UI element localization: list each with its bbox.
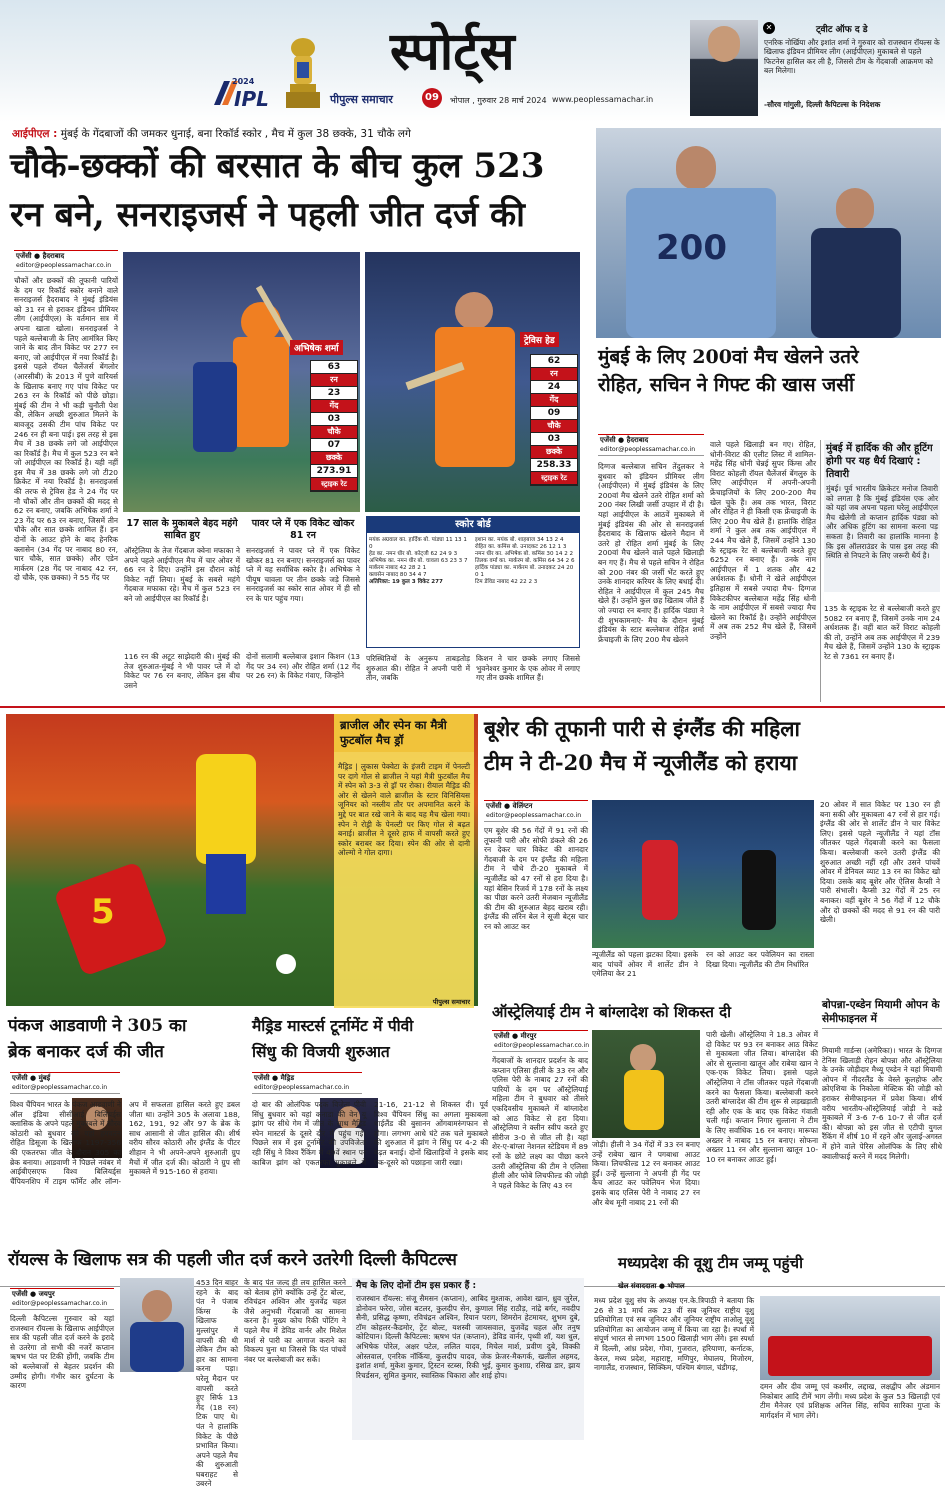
section-title: स्पोर्ट्स [390,21,515,82]
rohit-col-2: वाले पहले खिलाड़ी बन गए। रोहित, धोनी-विराट की एलीट लिस्ट में शामिल-महेंद्र सिंह धोनी चेन्नई सुपर किंग्स और विराट कोहली रॉयल चैलेंजर्स बेंगलुरु के लिए आईपीएल में अपनी-अपनी फ्रेंचाइजियों के लिए 200-200 मैच खेल चुके हैं। अब तक भारत, विराट और रोहित ने ही किसी एक फ्रेंचाइजी के लिए 200 मैच खेले हैं। हालांकि रोहित शर्मा ने कुल अब तक आईपीएल में 244 मैच खेले हैं, जिसमें उन्होंने 130 के स्ट्राइक रेट से बल्लेबाजी करते हुए 6252 रन बनाए हैं। उनके नाम आईपीएल में 1 शतक और 42 अर्धशतक हैं। धोनी ने खेले आईपीएल इतिहास में सबसे ज्यादा मैच- दिग्गज विकेटकीपर बल्लेबाज महेंद्र सिंह धोनी के नाम आईपीएल में सबसे ज्यादा मैच खेलने का रिकॉर्ड है। उन्होंने आईपीएल में अब तक 252 मैच खेले हैं, जिसमें उन्होंने [710,440,816,641]
stat-fours: 09 [531,407,577,420]
teams-text: राजस्थान रॉयल्स: संजू सैमसन (कप्तान), आबिद मुश्ताक, आवेश खान, ध्रुव जुरेल, डोनोवन फरेरा, जोस बटलर, कुलदीप सेन, कुणाल सिंह राठौड़, नांद्रे बर्गर, नवदीप सैनी, प्रसिद्ध कृष्णा, रविचंद्रन अश्विन, रियान पराग, शिमरोन हेटमायर, शुभम दुबे, टॉम कोहलर-कैडमोर, ट्रेंट बोल्ट, यशस्वी जायसवाल, युजवेंद्र चहल और तनुष कोटियान। दिल्ली कैपिटल्स: ऋषभ पंत (कप्तान), डेविड वार्नर, पृथ्वी शॉ, यश धुल, अभिषेक पोरेल, अक्षर पटेल, ललित यादव, मिचेल मार्श, प्रवीण दुबे, विक्की ओस्तवाल, एनरिक नॉर्किया, कुलदीप यादव, जेक फ्रेजर-मैकगर्क, खलील अहमद, इशांत शर्मा, मुकेश कुमार, ट्रिस्टन स्टब्स, रिकी भुई, कुमार कुशाग्र, रसिख डार, झाय रिचर्डसन, सुमित कुमार, स्वास्तिक चिकारा और शाई होप। [356,1294,580,1380]
aus-caption: जोड़ी। हीली ने 34 गेंदों में 33 रन बनाए उन्हें राबेया खान ने पगबाधा आउट किया। लिचफील्ड 12 रन बनाकर आउट हुईं। उन्हें सुल्ताना ने अपनी ही गेंद पर कैच आउट कर पवेलियन भेज दिया। इसके बाद एलिस पेरी ने नाबाद 27 रन और बेथ मूनी नाबाद 21 रनों की [592,1140,700,1207]
delhi-col-2b [120,1374,194,1440]
head-name-tag: ट्रेविस हेड [520,332,559,347]
lead-col-1: चौकों और छक्कों की तूफानी पारियों के दम पर रिकॉर्ड स्कोर बनाने वाले सनराइजर्स हैदराबाद ने मुंबई इंडियंस को 31 रन से हराकर इंडियन प्रीमियर लीग (आईपीएल) के वर्तमान सत्र में अपना खाता खोला। सनराइजर्स ने पहले बल्लेबाजी के लिए आमंत्रित किए जाने के बाद तीन विकेट पर 277 रन बनाए, जो आईपीएल में नया रिकॉर्ड है। इससे पहले रॉयल चैलेंजर्स बेंगलोर (आरसीबी) के 2013 में पुणे वारियर्स के खिलाफ बनाए गए पांच विकेट पर 263 रन के रिकॉर्ड को पीछे छोड़ा। मुंबई की टीम ने भी कड़ी चुनौती पेश की, लेकिन अच्छी शुरुआत मिलने के बावजूद उसकी टीम पांच विकेट पर 246 रन ही बना पाई। इस तरह से इस मैच में 38 छक्के लगे जो आईपीएल का रिकॉर्ड है। मैच में कुल 523 रन बने जो आईपीएल का रिकॉर्ड है। यही नहीं इस मैच में 38 छक्के लगे जो टी20 क्रिकेट में नया रिकॉर्ड है। सनराइजर्स की तरफ से ट्रेविस हेड ने 24 गेंद पर नौ चौकों और तीन छक्कों की मदद से 62 रन बनाए, जबकि अभिषेक शर्मा ने 23 गेंद पर 63 रन बनाए, जिसमें तीन चौके और सात छक्के शामिल हैं। इन दोनों के आउट होने के बाद हेनरिक क्लासेन (34 गेंद पर नाबाद 80 रन, चार चौके, सात छक्के) और एडेन मार्करम (28 गेंद पर नाबाद 42 रन, दो चौके, एक छक्का) ने 55 गेंद पर [14,276,118,583]
abhishek-name-tag: अभिषेक शर्मा [290,340,343,355]
lead-tail-1: 116 रन की अटूट साझेदारी की। मुंबई की तेज शुरुआत-मुंबई ने भी पावर प्ले में दो विकेट पर 76 रन बनाए, लेकिन इस बीच उसने [124,652,240,690]
sub2-title: पावर प्ले में एक विकेट खोकर 81 रन [251,518,355,541]
wushu-caption: दमन और दीव जम्मू एवं कश्मीर, लद्दाख, लक्षद्वीप और अंडमान निकोबार आदि टीमें भाग लेंगी। मध्य प्रदेश के कुल 53 खिलाड़ी एवं टीम मैनेजर एवं प्रशिक्षक अनिल सिंह, सचिव सारिका गुप्ता के मार्गदर्शन में भाग लेंगे। [760,1382,940,1420]
rohit-headline-2: रोहित, सचिन ने गिफ्ट की खास जर्सी [598,374,855,396]
sub1-text: ऑस्ट्रेलिया के तेज गेंदबाज क्वेना मफाका ने अपने पहले आईपीएल मैच में चार ओवर में 66 रन दे दिए। उन्होंने इस दौरान कोई विकेट नहीं लिया। मुंबई के सबसे महंगे गेंदबाज मफाका रहे। मैच में कुल 523 रन बने जो आईपीएल का रिकॉर्ड है। [124,546,240,603]
sindhu-headline-1: मैड्रिड मास्टर्स टूर्नामेंट में पीवी [252,1016,414,1035]
sindhu-byline: एजेंसी ● मैड्रिड editor@peoplessamachar.co.in [252,1072,362,1094]
stat-sixes: 07 [311,439,357,452]
football-text: मैड्रिड | लुकास पेक्वेटा के इंजरी टाइम में पेनल्टी पर दागे गोल से ब्राजील ने यहां मैत्री फुटबॉल मैच में स्पेन को 3-3 से ड्रॉ पर रोका। रीयाल मैड्रिड की ओर से खेलने वाले ब्राजील के स्टार विनिसियस जूनियर को नस्लीय तौर पर अपमानित करने के मुद्दे पर बात रखे जाने के बाद यह मैच खेला गया। स्पेन ने रोड्री के पेनल्टी पर किए गोल से बढ़त बनाई। ब्राजील ने दूसरे हाफ में वापसी करते हुए स्कोर बराबर कर दिया। स्पेन की ओर से दानी ओल्मो ने गोल दागा। [338,762,470,858]
kicker-text: मुंबई के गेंदबाजों की जमकर धुनाई, बना रिकॉर्ड स्कोर , मैच में कुल 38 छक्के, 31 चौके लगे [60,128,411,140]
lead-tail-2: दोनों सलामी बल्लेबाज इशान किशन (13 गेंद पर 34 रन) और रोहित शर्मा (12 गेंद पर 26 रन) के विकेट गंवाए, जिन्होंने [246,652,360,681]
aus-headline: ऑस्ट्रेलियाई टीम ने बांग्लादेश को शिकस्त दी [492,1003,731,1021]
hardik-tail: 135 के स्ट्राइक रेट से बल्लेबाजी करते हुए 5082 रन बनाए हैं, जिसमें उनके नाम 24 अर्धशतक हैं। वहीं बात करें विराट कोहली की तो, उन्होंने अब तक आईपीएल में 239 मैच खेले हैं, जिसमें उन्होंने 130 के स्ट्राइक रेट से 7361 रन बनाए हैं। [824,604,940,661]
website: www.peoplessamachar.in [552,95,654,104]
ipl-year: 2024 [232,77,255,86]
england-byline: एजेंसी ● वेलिंग्टन editor@peoplessamachar.co.in [484,800,588,822]
bopanna-box [822,998,942,1282]
stat-sixes: 03 [531,433,577,446]
lead-kicker [12,128,592,141]
score-row: अभिषेक का. नमन धीर बो. चावला 63 23 3 7 [369,558,468,564]
delhi-headline: रॉयल्स के खिलाफ सत्र की पहली जीत दर्ज करने उतरेगी दिल्ली कैपिटल्स [8,1250,457,1270]
score-row: मार्करम नाबाद 42 28 2 1 [369,565,427,571]
page-number: 09 [422,88,442,108]
sindhu-headline-2: सिंधु की विजयी शुरुआत [252,1042,390,1061]
rohit-col-1: दिग्गज बल्लेबाज सचिन तेंदुलकर ने बुधवार को इंडियन प्रीमियर लीग (आईपीएल) में मुंबई इंडियंस के लिए 200वां मैच खेलने उतरे रोहित शर्मा को 200 नंबर लिखी जर्सी उपहार में दी है। यहां आईपीएल के आठवें मुकाबले में मुंबई इंडियंस की ओर से सनराइजर्स हैदराबाद के खिलाफ खेलने मैदान में उतरे हो रोहित शर्मा मुंबई के लिए 200वां मैच खेलने वाले पहले खिलाड़ी बन गए हैं। मैच से पहले सचिन ने रोहित को 200 नंबर की जर्सी भेंट करते हुए उनके शानदार करियर के लिए बधाई दी। रोहित ने आईपीएल में कुल 245 मैच खेले हैं। उन्होंने कुल छह खिताब जीते हैं जो ज्यादा रन बनाए हैं। हार्दिक पंड्या ने दी शुभकामनाएं- मैच के दौरान मुंबई इंडियंस के स्टार बल्लेबाज रोहित शर्मा फ्रेंचाइजी के लिए 200 मैच खेलने [598,462,704,644]
sindhu-text: दो बार की ओलंपिक पदक विजेता पीवी सिंधु बुधवार को यहां कनाडा की वेन यू झांग पर सीधे गेम में जीत के साथ मैड्रिड स्पेन मास्टर्स के दूसरे दौर में पहुंच गईं। पिछले सत्र में इस टूर्नामेंट की उपविजेता रही सिंधु ने विश्व रैंकिंग में 49वें स्थान पर काबिज झांग को एकतरफा मुकाबले में 21-16, 21-12 से शिकस्त दी। पूर्व विश्व चैंपियन सिंधु का अगला मुकाबला थाईलैंड की बुसानन ओंगबामरुंगफान से होगा। लगभग आधे घंटे तक चले मुकाबले की शुरुआत में झांग ने सिंधु पर 4-2 की बढ़त बनाई। दोनों खिलाड़ियों ने इसके बाद एक-दूसरे को पछाड़ना जारी रखा। [252,1100,488,1167]
hardik-box [824,440,940,592]
wushu-photo [760,1296,940,1380]
tweet-label: ट्वीट ऑफ द डे [816,25,868,35]
pankaj-headline-2: ब्रेक बनाकर दर्ज की जीत [8,1042,164,1062]
kicker-tag: आईपीएल : [12,128,58,140]
score-row: रोहित का. कमिंस बो. उनादकट 26 12 1 3 [475,544,567,550]
england-photo [592,800,814,948]
pankaj-byline: एजेंसी ● मुंबई editor@peoplessamachar.co.in [10,1072,120,1094]
ganguly-photo [690,20,758,116]
england-col-1: एम बूशेर की 56 गेंदों में 91 रनों की तूफानी पारी और सोफी डंकले की 26 रन देकर चार विकेट की शानदार गेंदबाजी के दम पर इंग्लैंड की महिला टीम ने चौथे टी-20 मुकाबले में न्यूजीलैंड को 47 रनों से हरा दिया है। यहां बेसिन रिजर्व में 178 रनों के लक्ष्य का पीछा करने उतरी मेजबान न्यूजीलैंड की टीम की शुरुआत बेहद खराब रही। इंग्लैंड की लॉरेन बेल ने सूजी बेट्स चार रन को आउट कर [484,826,588,931]
england-caption-2: रन को आउट कर पवेलियन का रास्ता दिखा दिया। न्यूजीलैंड की टीम निर्धारित [706,950,814,969]
score-row: मयंक अग्रवाल का. हार्दिक बो. पांड्या 11 13 1 0 [369,537,467,550]
bopanna-headline: बोपन्ना-एब्डेन मियामी ओपन के सेमीफाइनल में [822,998,942,1029]
teams-box [352,1278,584,1440]
rohit-headline-1: मुंबई के लिए 200वां मैच खेलने उतरे [598,346,859,368]
scoreboard-title: स्कोर बोर्ड [367,517,579,533]
ipl-logo [210,75,280,111]
hardik-headline: मुंबई में हार्दिक की और हूटिंग होगी पर यह धैर्य दिखाएं : तिवारी [826,443,933,480]
football-photo: 5 [6,714,478,1006]
stat-sr: 258.33 [531,459,577,472]
aus-text: गेंदबाजों के शानदार प्रदर्शन के बाद कप्तान एलिसा हीली के 33 रन और एलिस पेरी के नाबाद 27 रनों की पारियों के दम पर ऑस्ट्रेलियाई महिला टीम ने बुधवार को तीसरे एकदिवसीय मुकाबले में बांग्लादेश को आठ विकेट से हरा दिया। ऑस्ट्रेलिया ने क्लीन स्वीप करते हुए सीरीज 3-0 से जीत ली है। यहां शेर-ए-बांग्ला नेशनल स्टेडियम में 89 रनों के छोटे लक्ष्य का पीछा करने उतरी ऑस्ट्रेलिया की टीम ने एलिसा हीली और फोबे लिचफील्ड की जोड़ी ने पहले विकेट के लिए 43 रन [492,1056,588,1190]
aus-photo [592,1030,700,1138]
rohit-byline: एजेंसी ● हैदराबाद editor@peoplessamachar.co.in [598,434,704,456]
pankaj-text: विश्व चैंपियन भारत के पंकज आडवाणी ने ऑल इंडिया सीसीआई बिलियर्ड्स क्लासिक के अपने पहले मुकाबले में सौरव कोठारी को बुधवार को यहां हमवतन रोहित डिसूजा के खिलाफ 1197-356 की एकतरफा जीत के दौरान 305 का ब्रेक बनाया। आडवाणी ने पिछले नवंबर में आईबीएसएफ विश्व बिलियर्ड्स चैंपियनशिप में टाइम फॉर्मेट और लॉन्ग-अप में सफलता हासिल करते हुए डबल जीता था। उन्होंने 305 के अलावा 188, 162, 191, 92 और 97 के ब्रेक के साथ आसानी से जीत हासिल की। शीर्ष वरीय सौरव कोठारी और इंग्लैंड के पीटर शीहान ने भी अपने-अपने शुरुआती ग्रुप मैचों में जीत दर्ज की। कोठारी ने ग्रुप सी मुकाबले में 915-160 से हराया। [10,1100,240,1186]
football-credit: पीपुल्स समाचार [432,998,470,1006]
bopanna-text: मियामी गार्डन्स (अमेरिका)। भारत के दिग्गज टेनिस खिलाड़ी रोहन बोपन्ना और ऑस्ट्रेलिया के उनके जोड़ीदार मैथ्यू एब्डेन ने यहां मियामी ओपन में नीदरलैंड के वेस्ले कूलहोफ और क्रोएशिया के निकोला मेक्टिक की जोड़ी को हराकर सेमीफाइनल में प्रवेश किया। शीर्ष वरीय भारतीय-ऑस्ट्रेलियाई जोड़ी ने कड़े मुकाबले में 3-6 7-6 10-7 से जीत दर्ज की। बोपन्ना को इस जीत से एटीपी युगल रैंकिंग में शीर्ष 10 में रहने और जुलाई-अगस्त में होने वाले पेरिस ओलंपिक के लिए सीधे क्वालीफाई करने में मदद मिलेगी। [822,1046,942,1161]
england-col-3: 20 ओवर में सात विकेट पर 130 रन ही बना सकी और मुकाबला 47 रनों से हार गई। इंग्लैंड की ओर से शार्लेट डीन ने चार विकेट लिए। इससे पहले न्यूजीलैंड ने यहां टॉस जीतकर पहले गेंदबाजी करने का फैसला किया। बल्लेबाजी करने उतरी इंग्लैंड की शुरुआत अच्छी नहीं रही और उसने पांचवें ओवर में डेनियल व्याट 13 रन का विकेट खो दिया। उसके बाद बूशेर और ऐलिस कैप्सी ने पारी संभाली। कैप्सी 32 गेंदों में 25 रन बनाकर। वहीं बूशेर ने 56 गेंदों में 12 चौके और दो छक्कों की मदद से 91 रन की पारी खेली। [820,800,940,925]
stat-runs: 62 [531,355,577,368]
score-row: तिलक वर्मा का. मार्करम बो. कमिंस 64 34 2 6 [475,558,575,564]
place: हैदराबाद [42,252,65,260]
hardik-text: मुंबई। पूर्व भारतीय क्रिकेटर मनोज तिवारी को लगता है कि मुंबई इंडियंस एक ओर को यहां जब अपना पहला घरेलू आईपीएल मैच खेलेगी तो कप्तान हार्दिक पंड्या को और अधिक हूटिंग का सामना करना पड़ सकता है। तिवारी का हालांकि मानना है कि इस ऑलराउंडर के पास इस तरह की स्थिति से निपटने के लिए जरूरी धैर्य है। [826,484,938,561]
score-row: अतिरिक्त: 19 कुल 3 विकेट 277 [369,579,443,585]
aus-byline: एजेंसी ● मीरपुर editor@peoplessamachar.co.in [492,1030,588,1052]
lead-headline-1: चौके-छक्कों की बरसात के बीच कुल 523 [10,146,545,186]
football-headline: ब्राजील और स्पेन का मैत्री फुटबॉल मैच ड्रॉ [334,714,474,752]
lead-tail-3: परिस्थितियों के अनुरूप ताबड़तोड़ शुरुआत की। रोहित ने अपनी पारी में तीन, जबकि [366,654,470,683]
england-headline-1: बूशेर की तूफानी पारी से इंग्लैंड की महिला [484,716,800,741]
pant-photo [120,1278,194,1372]
trophy-icon [282,34,324,112]
wushu-headline: मध्यप्रदेश की वूशु टीम जम्मू पहुंची [618,1254,803,1272]
ipl-text: IPL [234,87,269,111]
score-row: हार्दिक पांड्या का. मार्करम बो. उनादकट 24 20 0 1 [475,565,574,578]
rohit-sachin-photo: 200 [596,128,941,338]
email: editor@peoplessamachar.co.in [16,262,112,269]
delhi-col-1: दिल्ली कैपिटल्स गुरुवार को यहां राजस्थान रॉयल्स के खिलाफ आईपीएल सत्र की पहली जीत दर्ज करने के इरादे से उतरेगा तो सभी की नजरें कप्तान ऋषभ पंत पर टिकी होंगी, जबकि टीम को बल्लेबाजों से बेहतर प्रदर्शन की उम्मीद होगी। गंभीर कार दुर्घटना के कारण [10,1314,114,1391]
lead-tail-4: किशन ने चार छक्के लगाए जिससे भुवनेश्वर कुमार के एक ओवर में लगाए गए तीन छक्के शामिल हैं। [476,654,580,683]
head-stats: 62 रन 24 गेंद 09 चौके 03 छक्के 258.33 स्ट्राइक रेट [530,354,578,486]
dateline: भोपाल , गुरुवार 28 मार्च 2024 [450,96,547,105]
lead-headline-2: रन बने, सनराइजर्स ने पहली जीत दर्ज की [10,195,525,235]
stat-runs: 63 [311,361,357,374]
sub1-title: 17 साल के मुकाबले बेहद महंगे साबित हुए [126,518,238,541]
stat-balls: 24 [531,381,577,394]
pankaj-headline-1: पंकज आडवाणी ने 305 का [8,1016,187,1036]
stat-balls: 23 [311,387,357,400]
football-box [334,714,474,1008]
england-headline-2: टीम ने टी-20 मैच में न्यूजीलैंड को हराया [484,750,798,775]
stat-sr: 273.91 [311,465,357,478]
stat-fours: 03 [311,413,357,426]
delhi-col-3: के बाद पंत जल्द ही लय हासिल करने को बेताब होंगे क्योंकि उन्हें ट्रेंट बोल्ट, रविचंद्रन अश्विन और युजवेंद्र चहल जैसे अनुभवी गेंदबाजों का सामना करना है। मुख्य कोच रिकी पोंटिंग ने पहले मैच में डेविड वार्नर और मिशेल मार्श से पारी का आगाज कराने का विकल्प चुना था जिससे कि पंत पांचवें नंबर पर बल्लेबाजी कर सकें। [244,1278,346,1364]
tweet-text: एनरिक नोर्खिया और इशांत शर्मा ने गुरुवार को राजस्थान रॉयल्स के खिलाफ इंडियन प्रीमियर लीग (आईपीएल) मुकाबले से पहले फिटनेस हासिल कर ली है, जिससे टीम के गेंदबाजी आक्रमण को बल मिलेगा। [764,38,940,76]
aus-col-2: पारी खेली। ऑस्ट्रेलिया ने 18.3 ओवर में दो विकेट पर 93 रन बनाकर आठ विकेट से मुकाबला जीत लिया। बांग्लादेश की ओर से सुल्ताना खातून और राबेया खान ने एक-एक विकेट लिया। इससे पहले ऑस्ट्रेलिया ने टॉस जीतकर पहले गेंदबाजी करने का फैसला किया। बल्लेबाजी करने उतरी बांग्लादेश की टीम शुरू से लड़खड़ाती रही और एक के बाद एक विकेट गंवाती चली गई। कप्तान निगार सुल्ताना ने टीम के लिए सर्वाधिक 16 रन बनाए। मारूफा अख्तर ने नाबाद 15 रन बनाए। सोफना अख्तर 11 रन और सुल्ताना खातून 10-10 रन बनाकर आउट हुईं। [706,1030,818,1164]
lead-byline: एजेंसी ● हैदराबाद editor@peoplessamachar.co.in [14,250,118,272]
tweet-author: -सौरव गांगुली, दिल्ली कैपिटल्स के निदेशक [764,100,881,109]
masthead [0,0,945,122]
agency: एजेंसी [16,252,32,260]
score-row: टिम डेविड नाबाद 42 22 2 3 [475,579,538,585]
scoreboard [366,516,580,648]
sub2-text: सनराइजर्स ने पावर प्ले में एक विकेट खोकर 81 रन बनाए। सनराइजर्स का पावर प्ले में यह सर्वाधिक स्कोर है। अभिषेक ने पीयूष चावला पर तीन छक्के जड़े जिससे सनराइजर्स का स्कोर सात ओवर में ही सौ रन के पार पहुंच गया। [246,546,360,603]
england-caption-1: न्यूजीलैंड को पहला झटका दिया। इसके बाद पांचवें ओवर में शार्लेट डीन ने एमेलिया केर 21 [592,950,698,979]
score-row: नमन धीर का. अभिषेक बो. कमिंस 30 14 2 2 [475,551,574,557]
abhishek-stats: 63 रन 23 गेंद 03 चौके 07 छक्के 273.91 स्ट्राइक रेट [310,360,358,492]
paper-name: पीपुल्स समाचार [330,93,393,106]
score-row: इशान का. मयंक बो. शाहबाज 34 13 2 4 [475,537,564,543]
x-icon: ✕ [763,22,775,34]
delhi-byline: एजेंसी ● जयपुर editor@peoplessamachar.co.in [10,1288,114,1310]
delhi-col-2: 453 दिन बाहर रहने के बाद पंत ने पंजाब किंग्स के खिलाफ मुल्लांपुर में वापसी की थी लेकिन टीम को हार का सामना करना पड़ा। घरेलू मैदान पर वापसी करते हुए सिर्फ 13 गेंद (18 रन) टिक पाए थे। पंत ने हालांकि विकेट के पीछे प्रभावित किया। अपने पहले मैच की शुरुआती घबराहट से उबरने [196,1278,238,1489]
score-row: हेड का. नमन धीर बो. कोट्जी 62 24 9 3 [369,551,458,557]
score-row: क्लासेन नाबाद 80 34 4 7 [369,572,427,578]
wushu-byline: खेल संवाददाता ● भोपाल [618,1282,685,1290]
teams-title: मैच के लिए दोनों टीम इस प्रकार हैं : [356,1281,477,1291]
wushu-text: मध्य प्रदेश वूशु संघ के अध्यक्ष एन.के.त्रिपाठी ने बताया कि 26 से 31 मार्च तक 23 वीं सब जूनियर राष्ट्रीय वूशु प्रतियोगिता एवं सब जूनियर और जूनियर राष्ट्रीय ताओलू वूशु प्रतियोगिता का आयोजन जम्मू में किया जा रहा है। स्पर्धा में संपूर्ण भारत से लगभग 1500 खिलाड़ी भाग लेंगे। इस स्पर्धा में दिल्ली, आंध्र प्रदेश, गोवा, गुजरात, हरियाणा, कर्नाटक, केरल, मध्य प्रदेश, महाराष्ट्र, मणिपुर, मेघालय, मिजोरम, नागालैंड, राजस्थान, सिक्किम, पश्चिम बंगाल, चंडीगढ़, [594,1296,754,1373]
